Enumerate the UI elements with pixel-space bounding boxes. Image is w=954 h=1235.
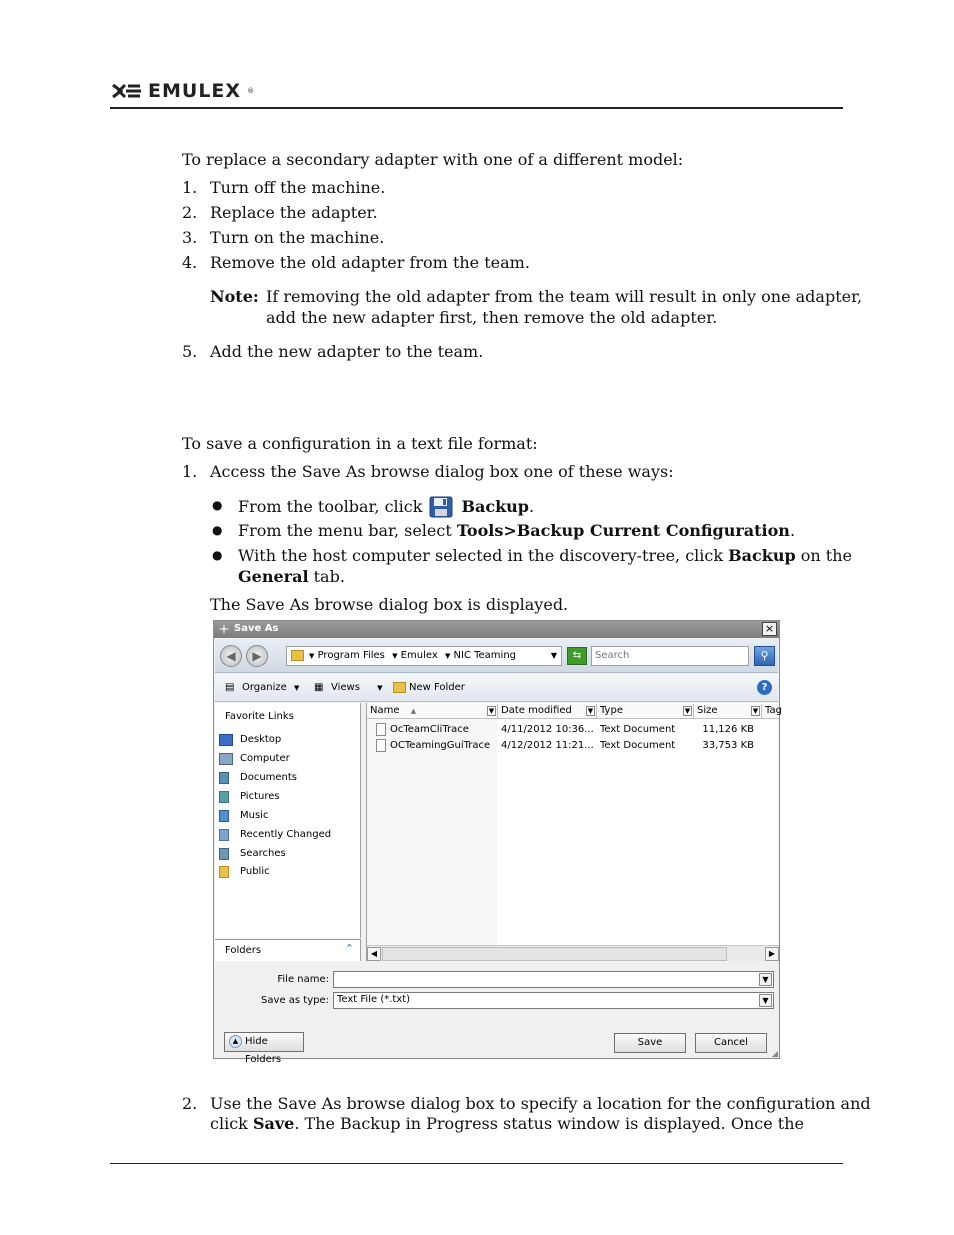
step-text: Replace the adapter. <box>210 203 378 222</box>
step-text-post: . The Backup in Progress status window is displayed. Once the <box>294 1114 804 1133</box>
file-name: OcTeamCliTrace <box>390 724 469 735</box>
favorite-label: Documents <box>240 772 298 783</box>
search-input[interactable]: Search <box>591 646 749 666</box>
folders-toggle[interactable] <box>215 939 361 961</box>
file-size: 33,753 KB <box>702 740 754 751</box>
favorite-links-pane <box>215 703 361 938</box>
step-text-pre: click <box>210 1114 253 1133</box>
step-text: Use the Save As browse dialog box to specify a location for the configuration and <box>210 1094 871 1113</box>
sort-ascending-icon: ▲ <box>410 707 417 715</box>
step-number: 5. <box>182 342 198 361</box>
close-button[interactable]: × <box>762 622 777 636</box>
step-text: Access the Save As browse dialog box one of these ways: <box>210 462 674 481</box>
favorite-label: Recently Changed <box>240 829 332 840</box>
logo-tm: ® <box>247 87 255 95</box>
search-button[interactable] <box>754 646 775 666</box>
step-text-cont <box>210 1114 804 1134</box>
breadcrumb-item[interactable]: Emulex <box>400 650 438 661</box>
step-number: 3. <box>182 228 198 247</box>
file-type: Text Document <box>600 724 676 735</box>
favorite-links-heading: Favorite Links <box>225 711 294 722</box>
favorite-label: Music <box>240 810 269 821</box>
step-text: Turn on the machine. <box>210 228 385 247</box>
favorite-link-public[interactable] <box>219 865 359 879</box>
file-type: Text Document <box>600 740 676 751</box>
chevron-down-icon: ▼ <box>309 652 315 660</box>
favorite-label: Desktop <box>240 734 282 745</box>
chevron-down-icon[interactable]: ▼ <box>759 973 772 986</box>
bullet-text-mid: on the <box>795 546 852 565</box>
floppy-save-icon <box>429 496 453 518</box>
breadcrumb-item[interactable]: Program Files <box>317 650 385 661</box>
favorite-link-pictures[interactable] <box>219 790 359 804</box>
scroll-right-icon[interactable]: ▶ <box>765 947 779 961</box>
column-filter-icon[interactable]: ▼ <box>587 707 594 715</box>
horizontal-scrollbar[interactable] <box>367 945 779 961</box>
bullet-text <box>238 521 795 541</box>
dialog-titlebar[interactable] <box>214 621 779 638</box>
recently-changed-icon <box>219 829 229 841</box>
text-document-icon <box>376 739 386 752</box>
column-header-tag[interactable] <box>762 704 782 719</box>
search-icon: ⚲ <box>760 649 769 662</box>
step-text-bold: Save <box>252 1114 295 1133</box>
documents-icon <box>219 772 229 784</box>
step-number: 1. <box>182 462 198 481</box>
scroll-left-icon[interactable]: ◀ <box>367 947 381 961</box>
bullet-text-bold: Backup <box>461 497 529 516</box>
searches-icon <box>219 848 229 860</box>
chevron-down-icon: ▼ <box>444 652 451 660</box>
refresh-button[interactable] <box>567 647 587 665</box>
step-text: Add the new adapter to the team. <box>210 342 484 361</box>
favorite-link-documents[interactable] <box>219 771 359 785</box>
step-text: Turn off the machine. <box>210 178 386 197</box>
column-label: Type <box>600 705 623 716</box>
chevron-down-icon: ▼ <box>294 684 300 692</box>
bullet-text-post: tab. <box>308 567 345 586</box>
step-number: 4. <box>182 253 198 272</box>
favorite-link-desktop[interactable] <box>219 733 359 747</box>
bullet-text <box>238 496 534 518</box>
resize-grip-icon[interactable]: ◢ <box>771 1049 778 1058</box>
computer-icon <box>219 753 233 765</box>
bullet-text-post: . <box>789 521 796 540</box>
file-list-pane <box>366 703 782 961</box>
column-header-date[interactable] <box>498 704 597 719</box>
breadcrumb-item[interactable]: NIC Teaming <box>453 650 517 661</box>
column-filter-icon[interactable]: ▼ <box>752 707 759 715</box>
favorite-label: Public <box>240 866 270 877</box>
bullet-dot: ● <box>212 498 223 512</box>
chevron-up-icon: ⌃ <box>344 942 354 955</box>
logo-word: EMULEX <box>148 80 242 102</box>
dialog-title: Save As <box>234 623 279 634</box>
music-icon <box>219 810 229 822</box>
bullet-text <box>238 546 852 566</box>
views-label: Views <box>331 682 360 693</box>
organize-button[interactable] <box>242 682 299 693</box>
note-line: If removing the old adapter from the team will result in only one adapter, <box>266 287 863 306</box>
chevron-down-icon: ▼ <box>377 684 383 692</box>
scrollbar-thumb[interactable] <box>382 947 727 961</box>
file-name-field[interactable] <box>333 971 774 988</box>
bullet-text-cont <box>238 567 345 587</box>
new-folder-button[interactable]: New Folder <box>409 682 465 693</box>
hide-folders-label: Hide Folders <box>245 1036 282 1065</box>
dialog-app-icon <box>218 623 230 635</box>
bullet-dot: ● <box>212 548 223 562</box>
section1-intro: To replace a secondary adapter with one of a different model: <box>182 150 684 169</box>
address-dropdown-icon[interactable]: ▼ <box>550 651 557 660</box>
cancel-button[interactable]: Cancel <box>695 1033 767 1053</box>
folder-icon <box>291 650 304 661</box>
bullet-text-bold: Backup <box>728 546 796 565</box>
bullet-text-pre: From the toolbar, click <box>238 497 423 516</box>
file-name-label: File name: <box>277 974 329 985</box>
bullet-text-pre: From the menu bar, select <box>238 521 457 540</box>
file-size: 11,126 KB <box>702 724 754 735</box>
new-folder-icon <box>393 682 406 693</box>
favorite-label: Computer <box>240 753 290 764</box>
column-header-type[interactable] <box>597 704 694 719</box>
file-name: OCTeamingGuiTrace <box>390 740 491 751</box>
save-as-type-label: Save as type: <box>261 995 329 1006</box>
bullet-text-bold: General <box>238 567 309 586</box>
folders-label: Folders <box>225 945 262 956</box>
hide-folders-button[interactable] <box>224 1032 304 1065</box>
chevron-up-icon: ▲ <box>229 1035 242 1048</box>
address-bar-row <box>215 639 778 673</box>
favorite-label: Pictures <box>240 791 280 802</box>
breadcrumb <box>309 650 516 661</box>
chevron-down-icon: ▼ <box>392 652 398 660</box>
organize-icon: ▤ <box>225 682 235 693</box>
file-date: 4/11/2012 10:36... <box>501 724 594 735</box>
views-button[interactable] <box>331 682 383 693</box>
save-button[interactable]: Save <box>614 1033 686 1053</box>
refresh-icon: ⇆ <box>572 650 582 661</box>
chevron-down-icon[interactable]: ▼ <box>759 994 772 1007</box>
favorite-link-music[interactable] <box>219 809 359 823</box>
step-number: 1. <box>182 178 198 197</box>
emulex-logo-icon <box>112 83 142 99</box>
text-document-icon <box>376 723 386 736</box>
column-header-name[interactable] <box>367 704 498 719</box>
bullet-dot: ● <box>212 523 223 537</box>
column-label: Size <box>697 705 718 716</box>
back-arrow-icon: ◀ <box>226 649 236 663</box>
favorite-link-recently-changed[interactable] <box>219 828 359 842</box>
dialog-displayed-text: The Save As browse dialog box is displayed. <box>210 595 569 614</box>
note-label: Note: <box>210 287 259 306</box>
emulex-logo <box>112 80 262 102</box>
organize-label: Organize <box>242 682 287 693</box>
footer-rule <box>110 1163 843 1164</box>
step-number: 2. <box>182 203 198 222</box>
column-header-size[interactable] <box>694 704 762 719</box>
command-bar <box>215 674 778 702</box>
public-folder-icon <box>219 866 229 878</box>
save-as-type-select[interactable] <box>333 992 774 1009</box>
column-label: Name <box>370 705 400 716</box>
bullet-text-bold: Tools>Backup Current Configuration <box>456 521 790 540</box>
file-date: 4/12/2012 11:21... <box>501 740 594 751</box>
favorite-link-computer[interactable] <box>219 752 359 766</box>
column-filter-icon[interactable]: ▼ <box>684 707 691 715</box>
pictures-icon <box>219 791 229 803</box>
save-as-dialog <box>213 620 782 1065</box>
column-label: Date modified <box>501 705 572 716</box>
favorite-link-searches[interactable] <box>219 847 359 861</box>
views-icon: ▦ <box>314 682 324 693</box>
column-label: Tag <box>765 705 782 716</box>
desktop-icon <box>219 734 233 746</box>
step-number: 2. <box>182 1094 198 1113</box>
back-button[interactable] <box>220 645 242 667</box>
address-box[interactable] <box>286 646 562 666</box>
save-as-type-value: Text File (*.txt) <box>337 994 411 1005</box>
forward-arrow-icon: ▶ <box>252 649 262 663</box>
column-filter-icon[interactable]: ▼ <box>488 707 495 715</box>
bullet-text-pre: With the host computer selected in the discovery-tree, click <box>238 546 729 565</box>
sorted-column-shade <box>367 719 497 945</box>
section2-intro: To save a configuration in a text file format: <box>182 434 538 453</box>
favorite-label: Searches <box>240 848 286 859</box>
note-line: add the new adapter first, then remove the old adapter. <box>266 308 718 327</box>
forward-button[interactable] <box>246 645 268 667</box>
bullet-text-post: . <box>528 497 535 516</box>
step-text: Remove the old adapter from the team. <box>210 253 530 272</box>
header-rule <box>110 107 843 109</box>
help-icon[interactable]: ? <box>757 680 772 695</box>
